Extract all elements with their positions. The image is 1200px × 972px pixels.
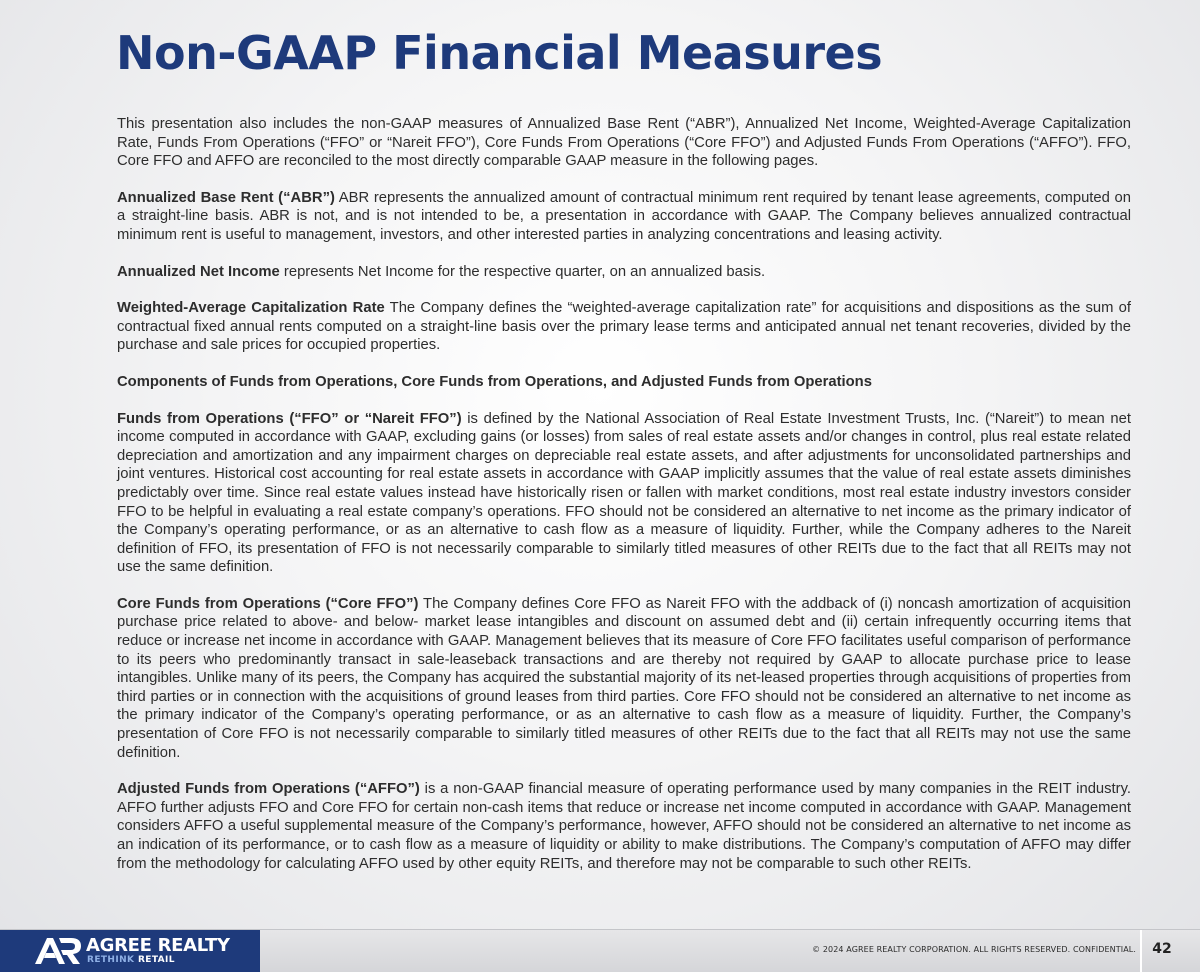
page-number: 42 [1152, 941, 1172, 957]
section-ffo [117, 410, 1131, 577]
section-heading: Adjusted Funds from Operations (“AFFO”) [117, 781, 420, 798]
section-cap-rate [117, 299, 1131, 355]
section-heading: Annualized Base Rent (“ABR”) [117, 189, 335, 206]
section-heading: Funds from Operations (“FFO” or “Nareit FFO”) [117, 410, 462, 427]
logo-tagline [87, 955, 175, 965]
section-components-heading [117, 373, 1131, 392]
intro-paragraph: This presentation also includes the non-GAAP measures of Annualized Base Rent (“ABR”), Annualized Net Income, Weighted-Average Capitalization Rate, Funds From Operations (“FFO” or “Nareit FFO”), Core Funds From Operations (“Core FFO”) and Adjusted Funds From Operations (“AFFO”). FFO, Core FFO and AFFO are reconciled to the most directly comparable GAAP measure in the following pages. [117, 116, 1131, 170]
section-text: The Company defines the “weighted-average capitalization rate” for acquisitions and dispositions as the sum of contractual fixed annual rents computed on a straight-line basis over the primary lease terms and anticipated annual net tenant recoveries, divided by the purchase and sale prices for occupied properties. [117, 300, 1131, 354]
section-text: The Company defines Core FFO as Nareit FFO with the addback of (i) noncash amortization of acquisition purchase price related to above- and below- market lease intangibles and discount on assumed debt and (ii) certain infrequently occurring items that reduce or increase net income in accordance with GAAP. Management believes that its measure of Core FFO facilitates useful comparison of performance to its peers who predominantly transact in sale-leaseback transactions and are thereby not required by GAAP to allocate purchase price to lease intangibles. Unlike many of its peers, the Company has acquired the substantial majority of its net-leased properties through acquisitions of properties from third parties or in connection with the acquisitions of ground leases from third parties. Core FFO should not be considered an alternative to net income as the primary indicator of the Company’s operating performance, or as an alternative to cash flow as a measure of liquidity. Further, the Company’s presentation of Core FFO is not necessarily comparable to similarly titled measures of other REITs due to the fact that all REITs may not use the same definition. [117, 595, 1132, 761]
tagline-retail: RETAIL [134, 955, 175, 965]
tagline-rethink: RETHINK [87, 955, 135, 965]
section-text: is defined by the National Association of Real Estate Investment Trusts, Inc. (“Nareit”) to mean net income computed in accordance with GAAP, excluding gains (or losses) from sales of real estate assets and/or changes in control, plus real estate related depreciation and amortization and any impairment charges on depreciable real estate assets, and after adjustments for unconsolidated partnerships and joint ventures. Historical cost accounting for real estate assets in accordance with GAAP implicitly assumes that the value of real estate assets diminishes predictably over time. Since real estate values instead have historically risen or fallen with market conditions, most real estate industry investors consider FFO to be helpful in evaluating a real estate company’s operations. FFO should not be considered an alternative to net income as the primary indicator of the Company’s operating performance, or as an alternative to cash flow as a measure of liquidity. Further, while the Company adheres to the Nareit definition of FFO, its presentation of FFO is not necessarily comparable to similarly titled measures of other REITs due to the fact that all REITs may not use the same definition. [117, 410, 1131, 576]
section-heading: Annualized Net Income [117, 263, 280, 280]
section-heading: Components of Funds from Operations, Core Funds from Operations, and Adjusted Funds from Operations [117, 373, 872, 390]
section-heading: Core Funds from Operations (“Core FFO”) [117, 595, 419, 612]
section-abr [117, 189, 1131, 245]
company-logo [0, 930, 260, 972]
agree-realty-ar-logo-icon [34, 937, 82, 965]
section-annualized-net-income [117, 263, 1131, 282]
page-title: Non-GAAP Financial Measures [116, 26, 883, 80]
section-text: represents Net Income for the respective quarter, on an annualized basis. [279, 263, 766, 280]
section-affo [117, 780, 1131, 873]
logo-company-name: AGREE REALTY [86, 935, 230, 956]
section-core-ffo [117, 595, 1131, 762]
section-text: ABR represents the annualized amount of contractual minimum rent required by tenant lease agreements, computed on a straight-line basis. ABR is not, and is not intended to be, a presentation in accordance with GAAP. The Company believes annualized contractual minimum rent is useful to management, investors, and other interested parties in analyzing concentrations and leasing activity. [117, 189, 1132, 243]
content-body [117, 115, 1131, 891]
section-text: is a non-GAAP financial measure of operating performance used by many companies in the REIT industry. AFFO further adjusts FFO and Core FFO for certain non-cash items that reduce or increase net income computed in accordance with GAAP. Management considers AFFO a useful supplemental measure of the Company’s performance, however, AFFO should not be considered an alternative to net income as an indication of its performance, or to cash flow as a measure of liquidity or ability to make distributions. The Company’s computation of AFFO may differ from the methodology for calculating AFFO used by other equity REITs, and therefore may not be comparable to such other REITs. [117, 781, 1131, 872]
section-heading: Weighted-Average Capitalization Rate [117, 300, 385, 317]
copyright-notice: © 2024 AGREE REALTY CORPORATION. ALL RIGHTS RESERVED. CONFIDENTIAL. [812, 945, 1136, 954]
footer-bar [0, 929, 1200, 972]
